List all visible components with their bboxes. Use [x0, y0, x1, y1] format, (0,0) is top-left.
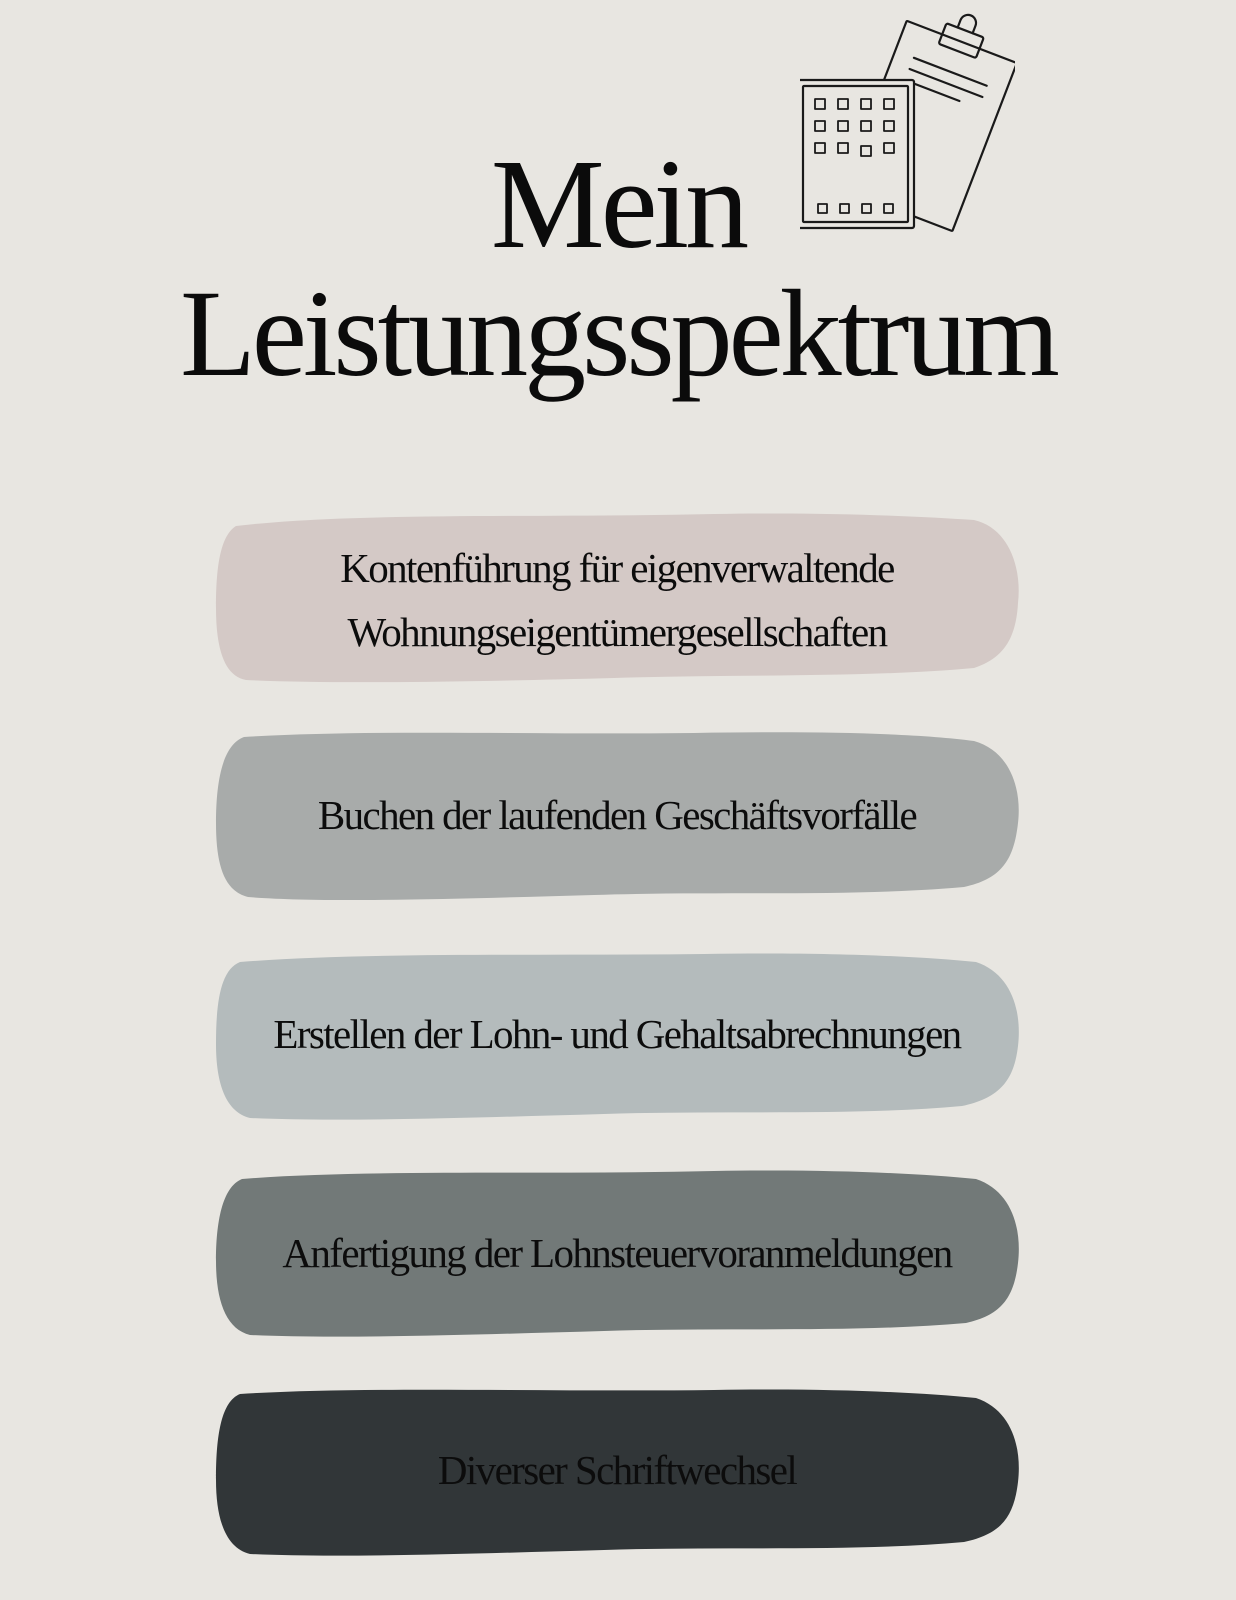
service-item-correspondence	[214, 1382, 1020, 1560]
service-item-bookkeeping	[214, 727, 1020, 905]
clipboard-and-calculator-icon	[800, 6, 1015, 241]
service-item-payroll	[214, 946, 1020, 1124]
service-label: Anfertigung der Lohnsteuervoranmeldungen	[282, 1230, 952, 1277]
service-label: Buchen der laufenden Geschäftsvorfälle	[317, 792, 917, 839]
service-label: Erstellen der Lohn- und Gehaltsabrechnungen	[273, 1011, 961, 1058]
service-item-wage-tax-returns	[214, 1165, 1020, 1343]
service-item-account-management	[214, 508, 1020, 686]
service-label-line2: Wohnungseigentümergesellschaften	[347, 609, 887, 655]
service-label-line1: Kontenführung für eigenverwaltende	[340, 545, 894, 592]
service-label: Diverser Schriftwechsel	[437, 1447, 797, 1494]
page-title-line2: Leistungsspektrum	[180, 265, 1056, 402]
page-title-line1: Mein	[490, 133, 746, 275]
